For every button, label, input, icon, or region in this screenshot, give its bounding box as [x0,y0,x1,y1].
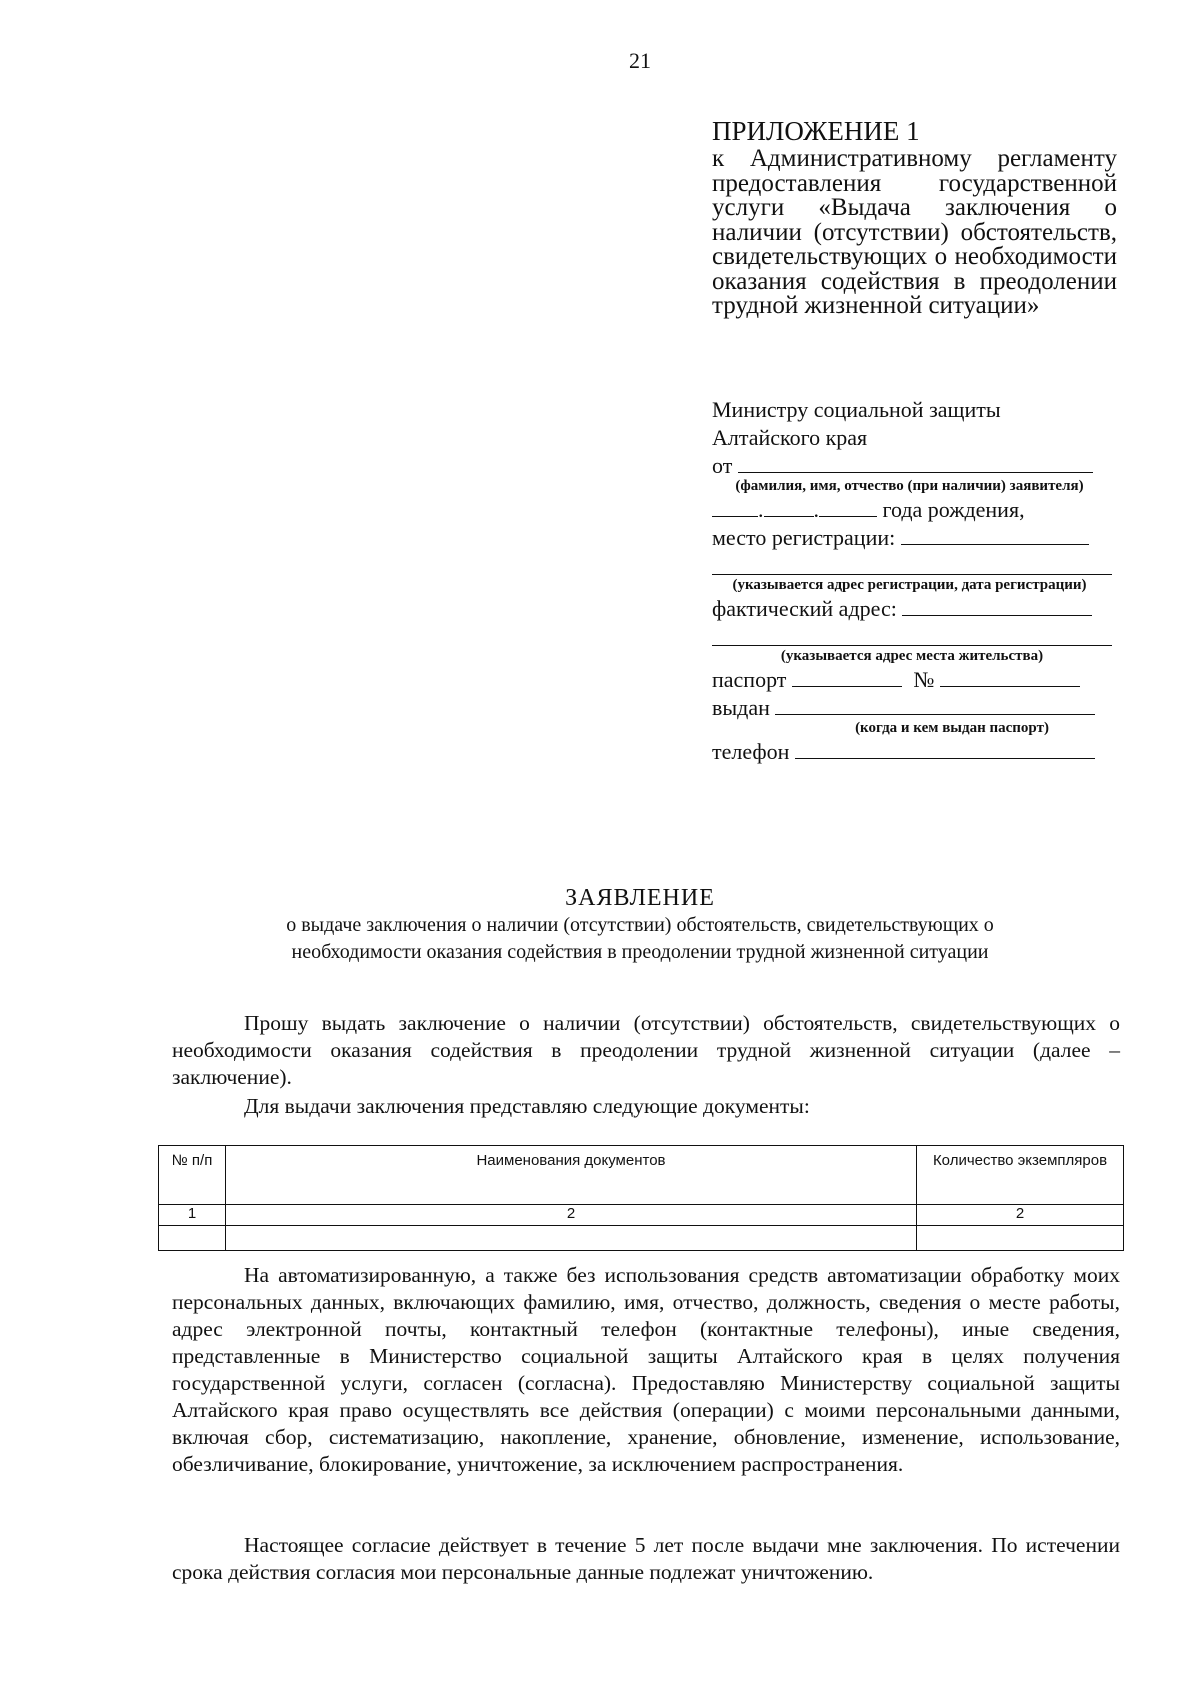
appendix-title: ПРИЛОЖЕНИЕ 1 [712,116,920,146]
birth-day-blank[interactable] [712,498,758,517]
consent-paragraph-2 [172,1532,1120,1586]
birth-date-row [712,496,1117,524]
passport-series-blank[interactable] [792,668,902,687]
statement-title: ЗАЯВЛЕНИЕ [565,885,715,911]
addressee-line-1: Министру социальной защиты [712,397,1001,422]
birth-year-blank[interactable] [819,498,877,517]
documents-intro [172,1093,1120,1120]
passport-row [712,666,1117,694]
table-column-numbers-row [159,1205,1124,1226]
actual-address-label: фактический адрес: [712,596,897,621]
page-number: 21 [629,48,651,73]
registration-label: место регистрации: [712,525,896,550]
column-number-3: 2 [917,1205,1124,1226]
table-cell-number[interactable] [159,1226,226,1251]
actual-address-blank[interactable] [902,597,1092,616]
birth-date-sep-1: . [758,497,764,522]
table-cell-document-name[interactable] [226,1226,917,1251]
issued-hint: (когда и кем выдан паспорт) [855,720,1049,736]
from-label: от [712,453,733,478]
from-hint: (фамилия, имя, отчество (при наличии) заявителя) [735,478,1084,494]
appendix-block [712,118,1117,319]
registration-row [712,524,1117,552]
consent-paragraph-1-text: На автоматизированную, а также без использования средств автоматизации обработку моих персональных данных, включающих фамилию, имя, отчество, должность, сведения о месте работы, адрес электронной почты, контактный телефон (контактные телефоны), иные сведения, представленные в Министерство социальной защиты Алтайского края в целях получения государственной услуги, согласен (согласна). Предоставляю Министерству социальной защиты Алтайского края право осуществлять все действия (операции) с моими персональными данными, включая сбор, систематизацию, накопление, хранение, обновление, изменение, использование, обезличивание, блокирование, уничтожение, за исключением распространения. [172,1263,1120,1476]
column-number-1: 1 [159,1205,226,1226]
passport-number-label: № [913,667,935,692]
phone-label: телефон [712,739,790,764]
issued-label: выдан [712,695,770,720]
birth-date-sep-2: . [813,497,819,522]
actual-address-blank-2[interactable] [712,623,1112,646]
table-row [159,1226,1124,1251]
table-cell-copies[interactable] [917,1226,1124,1251]
birth-label: года рождения, [882,497,1025,522]
request-paragraph-text: Прошу выдать заключение о наличии (отсутствии) обстоятельств, свидетельствующих о необходимости оказания содействия в преодолении трудной жизненной ситуации (далее – заключение). [172,1011,1120,1089]
phone-blank[interactable] [795,740,1095,759]
header-document-name: Наименования документов [226,1146,917,1205]
table-header-row [159,1146,1124,1205]
documents-intro-text: Для выдачи заключения представляю следующие документы: [244,1094,810,1118]
issued-blank[interactable] [775,696,1095,715]
appendix-body: к Административному регламенту предоставления государственной услуги «Выдача заключения о наличии (отсутствии) обстоятельств, свидетельствующих о необходимости оказания содействия в преодолении трудной жизненной ситуации» [712,145,1117,319]
consent-paragraph-1 [172,1262,1120,1478]
header-number: № п/п [159,1146,226,1205]
actual-address-hint: (указывается адрес места жительства) [780,648,1044,664]
header-copies: Количество экземпляров [917,1146,1124,1205]
passport-label: паспорт [712,667,787,692]
registration-blank-2[interactable] [712,552,1112,575]
registration-blank[interactable] [901,526,1089,545]
column-number-2: 2 [226,1205,917,1226]
passport-number-blank[interactable] [940,668,1080,687]
phone-row [712,738,1117,766]
consent-paragraph-2-text: Настоящее согласие действует в течение 5 лет после выдачи мне заключения. По истечении срока действия согласия мои персональные данные подлежат уничтожению. [172,1533,1120,1584]
registration-hint: (указывается адрес регистрации, дата регистрации) [732,577,1087,593]
request-paragraph [172,1010,1120,1091]
addressee-block [712,396,1117,766]
actual-address-row [712,595,1117,623]
addressee-line-2: Алтайского края [712,425,868,450]
documents-table [158,1145,1124,1251]
birth-month-blank[interactable] [764,498,814,517]
statement-subtitle: о выдаче заключения о наличии (отсутствии) обстоятельств, свидетельствующих о необходимости оказания содействия в преодолении трудной жизненной ситуации [286,914,994,963]
from-blank[interactable] [738,454,1093,473]
